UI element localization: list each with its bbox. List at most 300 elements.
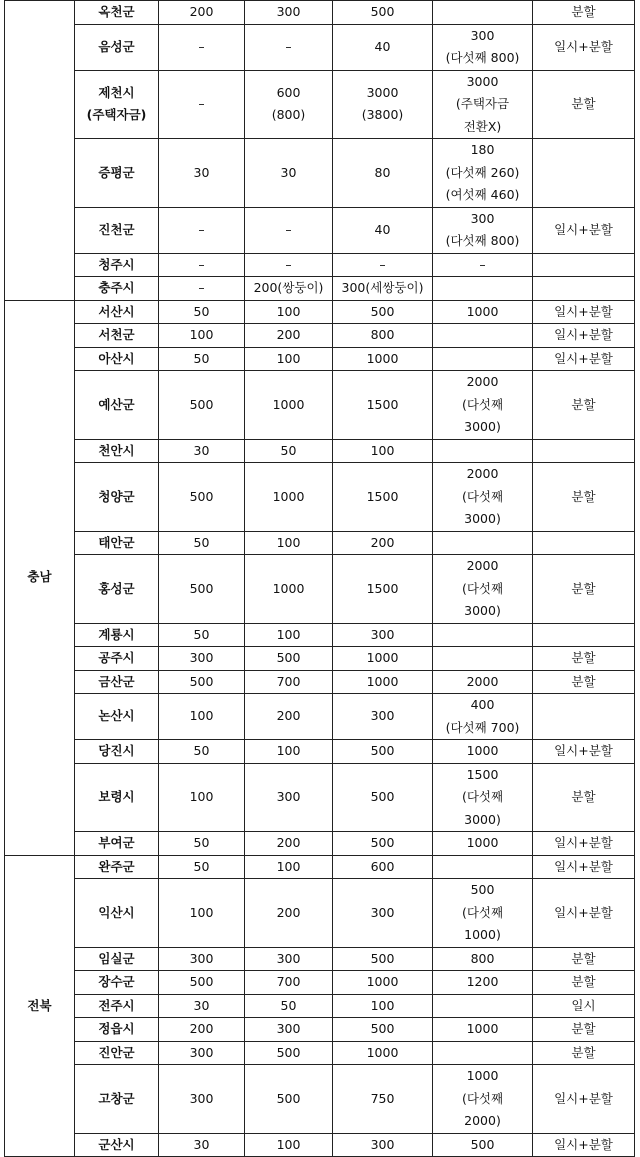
cell-text-line: 300 [470,27,495,43]
district-name-cell [75,879,159,948]
district-name-cell [75,763,159,832]
second-child-amount-cell [245,694,333,740]
second-child-amount-cell [245,1,333,25]
payment-method-cell [533,1,635,25]
second-child-amount-cell [245,70,333,139]
cell-text-line: 2000 [466,673,499,689]
table-row [5,531,635,555]
cell-text-line: 진천군 [98,221,135,237]
cell-text-line: 정읍시 [98,1021,135,1036]
cell-text-line: 200 [276,904,301,920]
first-child-amount-cell [159,300,245,324]
third-child-amount-cell [333,324,433,348]
cell-text-line: 1500 [366,580,399,596]
cell-text-line: (다섯째 [461,1090,504,1106]
cell-text-line: (주택자금) [86,107,147,123]
fourth-child-amount-cell [433,947,533,971]
first-child-amount-cell [159,70,245,139]
cell-text-line: 50 [193,350,210,366]
second-child-amount-cell [245,277,333,301]
cell-text-line: 일시+분할 [554,1090,613,1106]
third-child-amount-cell [333,763,433,832]
cell-text-line: 일시+분할 [554,38,613,54]
cell-text-line: 분할 [571,1021,596,1036]
first-child-amount-cell [159,971,245,995]
fourth-child-amount-cell [433,555,533,624]
second-child-amount-cell [245,740,333,764]
first-child-amount-cell [159,555,245,624]
fourth-child-amount-cell [433,324,533,348]
table-row [5,994,635,1018]
table-row [5,277,635,301]
payment-method-cell [533,139,635,208]
third-child-amount-cell [333,24,433,70]
cell-text-line: 분할 [571,673,596,689]
table-row [5,647,635,671]
cell-text-line: 1000 [272,580,305,596]
cell-text-line: 분할 [571,96,596,111]
payment-method-cell [533,994,635,1018]
cell-text-line: 1000 [366,1044,399,1060]
first-child-amount-cell [159,207,245,253]
cell-text-line: – [285,256,292,272]
table-row [5,463,635,532]
cell-text-line: 300 [276,4,301,19]
fourth-child-amount-cell [433,1065,533,1134]
payment-method-cell [533,371,635,440]
cell-text-line: 40 [374,221,391,237]
first-child-amount-cell [159,670,245,694]
fourth-child-amount-cell [433,253,533,277]
cell-text-line: 일시 [571,997,596,1013]
cell-text-line: – [379,256,386,272]
second-child-amount-cell [245,971,333,995]
cell-text-line: 500 [276,1090,301,1106]
cell-text-line: 300 [189,650,214,665]
cell-text-line: 500 [189,974,214,989]
cell-text-line: 일시+분할 [554,904,613,920]
cell-text-line: 100 [276,534,301,550]
cell-text-line: 1200 [466,974,499,989]
second-child-amount-cell [245,994,333,1018]
cell-text-line: 500 [276,650,301,665]
payment-method-cell [533,1133,635,1157]
cell-text-line: (다섯째 800) [445,233,520,248]
cell-text-line: 전환X) [463,118,502,134]
second-child-amount-cell [245,371,333,440]
second-child-amount-cell [245,855,333,879]
cell-text-line: 40 [374,38,391,54]
payment-method-cell [533,70,635,139]
cell-text-line: 서천군 [98,327,135,342]
table-row [5,324,635,348]
cell-text-line: 분할 [571,396,596,412]
district-name-cell [75,324,159,348]
district-name-cell [75,371,159,440]
third-child-amount-cell [333,1018,433,1042]
table-row [5,947,635,971]
cell-text-line: 50 [193,303,210,319]
second-child-amount-cell [245,347,333,371]
cell-text-line: 180 [470,142,495,157]
first-child-amount-cell [159,1065,245,1134]
cell-text-line: 1000 [466,743,499,758]
cell-text-line: (다섯째 [461,789,504,804]
first-child-amount-cell [159,1018,245,1042]
payment-method-cell [533,439,635,463]
cell-text-line: – [198,38,205,54]
fourth-child-amount-cell [433,855,533,879]
cell-text-line: (다섯째 260) [445,164,520,180]
table-row [5,207,635,253]
second-child-amount-cell [245,647,333,671]
cell-text-line: – [285,38,292,54]
cell-text-line: 일시+분할 [554,743,613,758]
fourth-child-amount-cell [433,70,533,139]
payment-method-cell [533,324,635,348]
third-child-amount-cell [333,994,433,1018]
fourth-child-amount-cell [433,139,533,208]
cell-text-line: 800 [470,950,495,966]
payment-method-cell [533,1018,635,1042]
payment-method-cell [533,855,635,879]
district-name-cell [75,647,159,671]
first-child-amount-cell [159,879,245,948]
first-child-amount-cell [159,347,245,371]
cell-text-line: 500 [470,882,495,897]
third-child-amount-cell [333,347,433,371]
table-row [5,1,635,25]
cell-text-line: (다섯째 [461,580,504,596]
first-child-amount-cell [159,1133,245,1157]
payment-method-cell [533,947,635,971]
cell-text-line: 분할 [571,1044,596,1060]
third-child-amount-cell [333,694,433,740]
cell-text-line: 분할 [571,950,596,966]
region-cell [5,1,75,301]
cell-text-line: 100 [276,626,301,642]
cell-text-line: 300 [189,1044,214,1060]
cell-text-line: 3000) [464,811,501,827]
payment-method-cell [533,253,635,277]
payment-method-cell [533,879,635,948]
cell-text-line: 1000 [466,303,499,319]
third-child-amount-cell [333,855,433,879]
third-child-amount-cell [333,740,433,764]
cell-text-line: 청양군 [98,488,135,504]
fourth-child-amount-cell [433,879,533,948]
cell-text-line: 800 [370,327,395,342]
first-child-amount-cell [159,855,245,879]
cell-text-line: 500 [370,950,395,966]
fourth-child-amount-cell [433,300,533,324]
second-child-amount-cell [245,879,333,948]
cell-text-line: 300 [189,950,214,966]
fourth-child-amount-cell [433,1133,533,1157]
cell-text-line: 300 [276,950,301,966]
second-child-amount-cell [245,300,333,324]
fourth-child-amount-cell [433,623,533,647]
third-child-amount-cell [333,463,433,532]
cell-text-line: 100 [189,327,214,342]
third-child-amount-cell [333,879,433,948]
cell-text-line: 500 [370,303,395,319]
birth-incentive-table [4,0,635,1157]
third-child-amount-cell [333,971,433,995]
cell-text-line: 일시+분할 [554,350,613,366]
second-child-amount-cell [245,439,333,463]
second-child-amount-cell [245,555,333,624]
cell-text-line: 3000 [366,84,399,100]
third-child-amount-cell [333,207,433,253]
cell-text-line: 2000 [466,558,499,573]
district-name-cell [75,139,159,208]
cell-text-line: 제천시 [98,84,135,100]
cell-text-line: 600 [370,858,395,874]
region-cell: 충남 [5,300,75,855]
cell-text-line: 50 [193,835,210,850]
first-child-amount-cell [159,1041,245,1065]
table-row [5,855,635,879]
cell-text-line: 음성군 [98,38,135,54]
cell-text-line: 1000 [466,1021,499,1036]
district-name-cell [75,947,159,971]
cell-text-line: 500 [276,1044,301,1060]
cell-text-line: 100 [189,904,214,920]
second-child-amount-cell [245,324,333,348]
table-body [5,1,635,1157]
fourth-child-amount-cell [433,1018,533,1042]
third-child-amount-cell [333,647,433,671]
cell-text-line: 서산시 [98,303,135,319]
fourth-child-amount-cell [433,694,533,740]
table-row [5,1133,635,1157]
cell-text-line: 500 [189,673,214,689]
district-name-cell [75,1041,159,1065]
table-row [5,70,635,139]
cell-text-line: 일시+분할 [554,221,613,237]
third-child-amount-cell [333,947,433,971]
cell-text-line: 200 [276,327,301,342]
cell-text-line: 천안시 [98,442,135,458]
cell-text-line: 100 [189,789,214,804]
cell-text-line: 2000 [466,466,499,481]
payment-method-cell [533,832,635,856]
cell-text-line: 300 [370,904,395,920]
fourth-child-amount-cell [433,207,533,253]
fourth-child-amount-cell [433,971,533,995]
first-child-amount-cell [159,139,245,208]
fourth-child-amount-cell [433,740,533,764]
third-child-amount-cell [333,555,433,624]
payment-method-cell [533,531,635,555]
cell-text-line: 30 [193,164,210,180]
fourth-child-amount-cell [433,832,533,856]
cell-text-line: 200 [189,1021,214,1036]
cell-text-line: 태안군 [98,534,135,550]
payment-method-cell [533,555,635,624]
fourth-child-amount-cell [433,994,533,1018]
payment-method-cell [533,694,635,740]
cell-text-line: 100 [276,303,301,319]
payment-method-cell [533,463,635,532]
fourth-child-amount-cell [433,763,533,832]
table-row [5,439,635,463]
fourth-child-amount-cell [433,1,533,25]
second-child-amount-cell [245,832,333,856]
payment-method-cell [533,647,635,671]
district-name-cell [75,531,159,555]
cell-text-line: 50 [193,626,210,642]
district-name-cell [75,300,159,324]
table-row [5,139,635,208]
payment-method-cell [533,347,635,371]
cell-text-line: 500 [370,743,395,758]
table-row [5,832,635,856]
third-child-amount-cell [333,439,433,463]
cell-text-line: 분할 [571,488,596,504]
first-child-amount-cell [159,531,245,555]
cell-text-line: 50 [193,534,210,550]
cell-text-line: 1000 [366,350,399,366]
cell-text-line: 2000) [464,1113,501,1128]
third-child-amount-cell [333,1,433,25]
cell-text-line: – [198,221,205,237]
third-child-amount-cell [333,1133,433,1157]
cell-text-line: 200 [189,4,214,19]
cell-text-line: 200 [276,708,301,724]
cell-text-line: – [198,96,205,111]
first-child-amount-cell [159,24,245,70]
table-row [5,24,635,70]
fourth-child-amount-cell [433,371,533,440]
cell-text-line: 30 [280,164,297,180]
third-child-amount-cell [333,832,433,856]
cell-text-line: (주택자금 [455,96,510,111]
cell-text-line: 30 [193,442,210,458]
region-cell: 전북 [5,855,75,1157]
fourth-child-amount-cell [433,531,533,555]
second-child-amount-cell [245,1041,333,1065]
cell-text-line: (여섯째 460) [445,187,520,202]
cell-text-line: 공주시 [98,650,135,665]
cell-text-line: 분할 [571,789,596,804]
third-child-amount-cell [333,1041,433,1065]
first-child-amount-cell [159,694,245,740]
cell-text-line: (다섯째 [461,396,504,412]
cell-text-line: 청주시 [98,256,135,272]
district-name-cell [75,555,159,624]
cell-text-line: 분할 [571,974,596,989]
third-child-amount-cell [333,139,433,208]
cell-text-line: 분할 [571,580,596,596]
cell-text-line: (다섯째 800) [445,50,520,65]
cell-text-line: 30 [193,997,210,1013]
cell-text-line: 1000) [464,927,501,942]
fourth-child-amount-cell [433,463,533,532]
cell-text-line: 700 [276,673,301,689]
cell-text-line: 장수군 [98,974,135,989]
payment-method-cell [533,763,635,832]
first-child-amount-cell [159,439,245,463]
cell-text-line: 1500 [466,766,499,782]
first-child-amount-cell [159,763,245,832]
third-child-amount-cell [333,277,433,301]
payment-method-cell [533,670,635,694]
cell-text-line: 30 [193,1136,210,1152]
cell-text-line: 300 [470,210,495,226]
cell-text-line: 아산시 [98,350,135,366]
cell-text-line: 50 [280,442,297,458]
cell-text-line: 500 [189,488,214,504]
district-name-cell [75,1,159,25]
district-name-cell [75,694,159,740]
second-child-amount-cell [245,1133,333,1157]
fourth-child-amount-cell [433,647,533,671]
table-row [5,253,635,277]
cell-text-line: 진안군 [98,1044,135,1060]
cell-text-line: 100 [276,743,301,758]
payment-method-cell [533,1065,635,1134]
cell-text-line: 익산시 [98,904,135,920]
first-child-amount-cell [159,647,245,671]
cell-text-line: 100 [276,858,301,874]
cell-text-line: 50 [280,997,297,1013]
cell-text-line: 분할 [571,650,596,665]
table-row [5,694,635,740]
second-child-amount-cell [245,207,333,253]
third-child-amount-cell [333,371,433,440]
first-child-amount-cell [159,371,245,440]
cell-text-line: 군산시 [98,1136,135,1152]
cell-text-line: 500 [189,396,214,412]
first-child-amount-cell [159,277,245,301]
payment-method-cell [533,300,635,324]
second-child-amount-cell [245,763,333,832]
district-name-cell [75,70,159,139]
cell-text-line: 100 [370,442,395,458]
cell-text-line: 3000) [464,419,501,434]
district-name-cell [75,832,159,856]
cell-text-line: 300 [189,1090,214,1106]
cell-text-line: 1000 [466,1068,499,1083]
district-name-cell [75,670,159,694]
fourth-child-amount-cell [433,1041,533,1065]
third-child-amount-cell [333,1065,433,1134]
fourth-child-amount-cell [433,277,533,301]
cell-text-line: 일시+분할 [554,835,613,850]
cell-text-line: 홍성군 [98,580,135,596]
table-row [5,879,635,948]
first-child-amount-cell [159,253,245,277]
cell-text-line: – [198,280,205,295]
first-child-amount-cell [159,463,245,532]
cell-text-line: 계룡시 [98,626,135,642]
cell-text-line: 750 [370,1090,395,1106]
third-child-amount-cell [333,300,433,324]
cell-text-line: 500 [370,835,395,850]
cell-text-line: 1000 [366,673,399,689]
second-child-amount-cell [245,1018,333,1042]
cell-text-line: 500 [370,789,395,804]
second-child-amount-cell [245,623,333,647]
cell-text-line: 충주시 [98,280,135,295]
first-child-amount-cell [159,740,245,764]
district-name-cell [75,855,159,879]
district-name-cell [75,1133,159,1157]
cell-text-line: 1000 [272,396,305,412]
cell-text-line: 300(세쌍둥이) [341,280,424,295]
